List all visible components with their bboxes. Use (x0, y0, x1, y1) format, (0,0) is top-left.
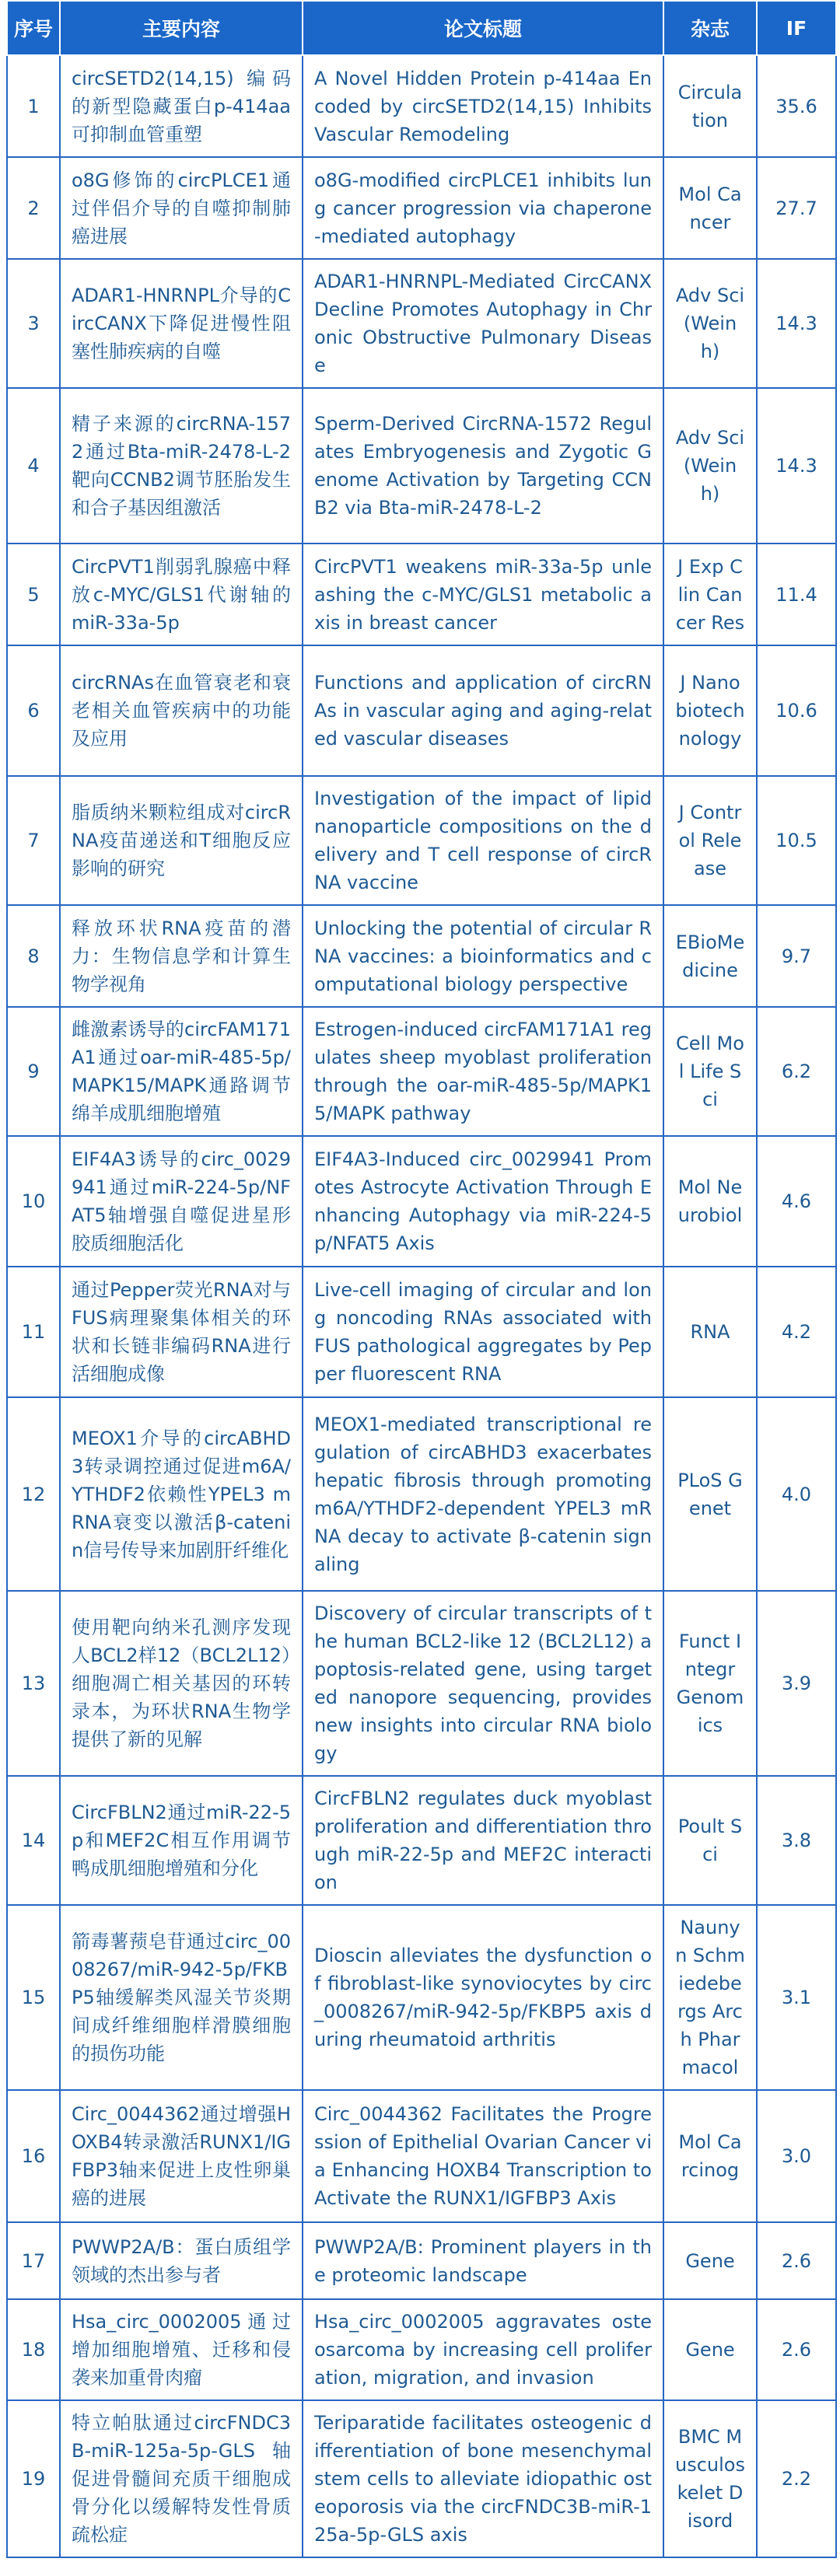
cell-cn-summary: 使用靶向纳米孔测序发现人BCL2样12（BCL2L12）细胞凋亡相关基因的环转录本，为环状RNA生物学提供了新的见解 (60, 1591, 303, 1776)
table-row (7, 1007, 836, 1136)
cell-en-title: PWWP2A/B: Prominent players in the proteomic landscape (303, 2222, 663, 2299)
cell-en-title: o8G-modified circPLCE1 inhibits lung cancer progression via chaperone-mediated autophagy (303, 157, 663, 259)
table-row (7, 1397, 836, 1591)
header-if: IF (757, 1, 836, 55)
cell-en-title: A Novel Hidden Protein p-414aa Encoded by circSETD2(14,15) Inhibits Vascular Remodeling (303, 55, 663, 157)
cell-en-title: Estrogen-induced circFAM171A1 regulates sheep myoblast proliferation through the oar-miR-485-5p/MAPK15/MAPK pathway (303, 1007, 663, 1136)
cell-cn-summary: MEOX1介导的circABHD3转录调控通过促进m6A/YTHDF2依赖性YPEL3 mRNA衰变以激活β-catenin信号传导来加剧肝纤维化 (60, 1397, 303, 1591)
cell-cn-summary: 精子来源的circRNA-1572通过Bta-miR-2478-L-2靶向CCNB2调节胚胎发生和合子基因组激活 (60, 388, 303, 544)
table-row (7, 1267, 836, 1397)
cell-if: 3.0 (757, 2090, 836, 2222)
cell-cn-summary: 通过Pepper荧光RNA对与FUS病理聚集体相关的环状和长链非编码RNA进行活细胞成像 (60, 1267, 303, 1397)
cell-journal: Circulation (663, 55, 757, 157)
cell-num: 4 (7, 388, 60, 544)
cell-if: 6.2 (757, 1007, 836, 1136)
table-row (7, 2090, 836, 2222)
table-row (7, 388, 836, 544)
cell-journal: J Control Release (663, 776, 757, 905)
cell-num: 6 (7, 645, 60, 776)
cell-journal: Adv Sci (Weinh) (663, 388, 757, 544)
cell-num: 11 (7, 1267, 60, 1397)
header-journal: 杂志 (663, 1, 757, 55)
cell-journal: Mol Neurobiol (663, 1136, 757, 1267)
header-num: 序号 (7, 1, 60, 55)
cell-journal: Mol Cancer (663, 157, 757, 259)
cell-cn-summary: 脂质纳米颗粒组成对circRNA疫苗递送和T细胞反应影响的研究 (60, 776, 303, 905)
cell-cn-summary: Circ_0044362通过增强HOXB4转录激活RUNX1/IGFBP3轴来促进上皮性卵巢癌的进展 (60, 2090, 303, 2222)
cell-cn-summary: o8G修饰的circPLCE1通过伴侣介导的自噬抑制肺癌进展 (60, 157, 303, 259)
cell-if: 14.3 (757, 259, 836, 388)
table-row (7, 776, 836, 905)
cell-en-title: ADAR1-HNRNPL-Mediated CircCANX Decline Promotes Autophagy in Chronic Obstructive Pulmonary Disease (303, 259, 663, 388)
cell-num: 1 (7, 55, 60, 157)
cell-num: 16 (7, 2090, 60, 2222)
cell-num: 5 (7, 544, 60, 645)
cell-en-title: Circ_0044362 Facilitates the Progression of Epithelial Ovarian Cancer via Enhancing HOXB4 Transcription to Activate the RUNX1/IGFBP3 Axis (303, 2090, 663, 2222)
cell-journal: Funct Integr Genomics (663, 1591, 757, 1776)
table-row (7, 1591, 836, 1776)
cell-journal: Naunyn Schmiedebergs Arch Pharmacol (663, 1905, 757, 2090)
cell-num: 18 (7, 2299, 60, 2400)
table-row (7, 55, 836, 157)
cell-journal: Cell Mol Life Sci (663, 1007, 757, 1136)
cell-if: 11.4 (757, 544, 836, 645)
cell-if: 4.2 (757, 1267, 836, 1397)
document-page (6, 0, 835, 2558)
cell-en-title: Discovery of circular transcripts of the human BCL2-like 12 (BCL2L12) apoptosis-related gene, using targeted nanopore sequencing, provides new insights into circular RNA biology (303, 1591, 663, 1776)
cell-num: 15 (7, 1905, 60, 2090)
cell-en-title: CircPVT1 weakens miR-33a-5p unleashing the c-MYC/GLS1 metabolic axis in breast cancer (303, 544, 663, 645)
cell-num: 3 (7, 259, 60, 388)
table-row (7, 157, 836, 259)
table-header-row (7, 1, 836, 55)
cell-cn-summary: Hsa_circ_0002005通过增加细胞增殖、迁移和侵袭来加重骨肉瘤 (60, 2299, 303, 2400)
table-row (7, 1905, 836, 2090)
cell-if: 3.1 (757, 1905, 836, 2090)
table-row (7, 1136, 836, 1267)
table-row (7, 645, 836, 776)
paper-table (6, 0, 837, 2558)
cell-num: 8 (7, 905, 60, 1007)
cell-if: 4.0 (757, 1397, 836, 1591)
cell-num: 19 (7, 2400, 60, 2557)
cell-if: 4.6 (757, 1136, 836, 1267)
table-row (7, 1776, 836, 1905)
cell-cn-summary: EIF4A3诱导的circ_0029941通过miR-224-5p/NFAT5轴增强自噬促进星形胶质细胞活化 (60, 1136, 303, 1267)
table-row (7, 905, 836, 1007)
cell-num: 10 (7, 1136, 60, 1267)
cell-num: 13 (7, 1591, 60, 1776)
table-row (7, 259, 836, 388)
header-cn: 主要内容 (60, 1, 303, 55)
cell-journal: J Nanobiotechnology (663, 645, 757, 776)
cell-if: 3.8 (757, 1776, 836, 1905)
cell-cn-summary: 雌激素诱导的circFAM171A1通过oar-miR-485-5p/MAPK15/MAPK通路调节绵羊成肌细胞增殖 (60, 1007, 303, 1136)
cell-cn-summary: 特立帕肽通过circFNDC3B-miR-125a-5p-GLS轴促进骨髓间充质干细胞成骨分化以缓解特发性骨质疏松症 (60, 2400, 303, 2557)
table-row (7, 2222, 836, 2299)
cell-journal: Mol Carcinog (663, 2090, 757, 2222)
cell-if: 10.5 (757, 776, 836, 905)
cell-journal: Gene (663, 2299, 757, 2400)
cell-if: 2.6 (757, 2222, 836, 2299)
table-row (7, 2400, 836, 2557)
cell-en-title: EIF4A3-Induced circ_0029941 Promotes Astrocyte Activation Through Enhancing Autophagy via miR-224-5p/NFAT5 Axis (303, 1136, 663, 1267)
cell-journal: EBioMedicine (663, 905, 757, 1007)
cell-cn-summary: circSETD2(14,15) 编码的新型隐藏蛋白p-414aa可抑制血管重塑 (60, 55, 303, 157)
cell-if: 2.2 (757, 2400, 836, 2557)
cell-num: 17 (7, 2222, 60, 2299)
cell-cn-summary: CircFBLN2通过miR-22-5p和MEF2C相互作用调节鸭成肌细胞增殖和分化 (60, 1776, 303, 1905)
cell-num: 12 (7, 1397, 60, 1591)
cell-cn-summary: 箭毒薯蓣皂苷通过circ_0008267/miR-942-5p/FKBP5轴缓解类风湿关节炎期间成纤维细胞样滑膜细胞的损伤功能 (60, 1905, 303, 2090)
cell-cn-summary: PWWP2A/B：蛋白质组学领域的杰出参与者 (60, 2222, 303, 2299)
cell-cn-summary: 释放环状RNA疫苗的潜力：生物信息学和计算生物学视角 (60, 905, 303, 1007)
cell-journal: J Exp Clin Cancer Res (663, 544, 757, 645)
table-row (7, 2299, 836, 2400)
cell-if: 10.6 (757, 645, 836, 776)
table-row (7, 544, 836, 645)
cell-journal: Adv Sci (Weinh) (663, 259, 757, 388)
cell-if: 14.3 (757, 388, 836, 544)
cell-en-title: MEOX1-mediated transcriptional regulation of circABHD3 exacerbates hepatic fibrosis through promoting m6A/YTHDF2-dependent YPEL3 mRNA decay to activate β-catenin signaling (303, 1397, 663, 1591)
cell-if: 35.6 (757, 55, 836, 157)
cell-en-title: Sperm-Derived CircRNA-1572 Regulates Embryogenesis and Zygotic Genome Activation by Targeting CCNB2 via Bta-miR-2478-L-2 (303, 388, 663, 544)
cell-if: 2.6 (757, 2299, 836, 2400)
cell-journal: RNA (663, 1267, 757, 1397)
cell-en-title: Live-cell imaging of circular and long noncoding RNAs associated with FUS pathological aggregates by Pepper fluorescent RNA (303, 1267, 663, 1397)
cell-num: 14 (7, 1776, 60, 1905)
cell-cn-summary: ADAR1-HNRNPL介导的CircCANX下降促进慢性阻塞性肺疾病的自噬 (60, 259, 303, 388)
cell-en-title: Dioscin alleviates the dysfunction of fibroblast-like synoviocytes by circ_0008267/miR-942-5p/FKBP5 axis during rheumatoid arthritis (303, 1905, 663, 2090)
cell-en-title: Functions and application of circRNAs in vascular aging and aging-related vascular diseases (303, 645, 663, 776)
cell-if: 9.7 (757, 905, 836, 1007)
cell-cn-summary: CircPVT1削弱乳腺癌中释放c-MYC/GLS1代谢轴的miR-33a-5p (60, 544, 303, 645)
cell-journal: Gene (663, 2222, 757, 2299)
cell-en-title: Teriparatide facilitates osteogenic differentiation of bone mesenchymal stem cells to alleviate idiopathic osteoporosis via the circFNDC3B-miR-125a-5p-GLS axis (303, 2400, 663, 2557)
cell-if: 3.9 (757, 1591, 836, 1776)
cell-journal: BMC Musculoskelet Disord (663, 2400, 757, 2557)
header-en: 论文标题 (303, 1, 663, 55)
cell-cn-summary: circRNAs在血管衰老和衰老相关血管疾病中的功能及应用 (60, 645, 303, 776)
cell-num: 9 (7, 1007, 60, 1136)
cell-num: 7 (7, 776, 60, 905)
cell-en-title: Unlocking the potential of circular RNA vaccines: a bioinformatics and computational biology perspective (303, 905, 663, 1007)
cell-en-title: Investigation of the impact of lipid nanoparticle compositions on the delivery and T cell response of circRNA vaccine (303, 776, 663, 905)
cell-journal: PLoS Genet (663, 1397, 757, 1591)
cell-journal: Poult Sci (663, 1776, 757, 1905)
cell-num: 2 (7, 157, 60, 259)
cell-en-title: Hsa_circ_0002005 aggravates osteosarcoma by increasing cell proliferation, migration, and invasion (303, 2299, 663, 2400)
cell-if: 27.7 (757, 157, 836, 259)
cell-en-title: CircFBLN2 regulates duck myoblast proliferation and differentiation through miR-22-5p and MEF2C interaction (303, 1776, 663, 1905)
